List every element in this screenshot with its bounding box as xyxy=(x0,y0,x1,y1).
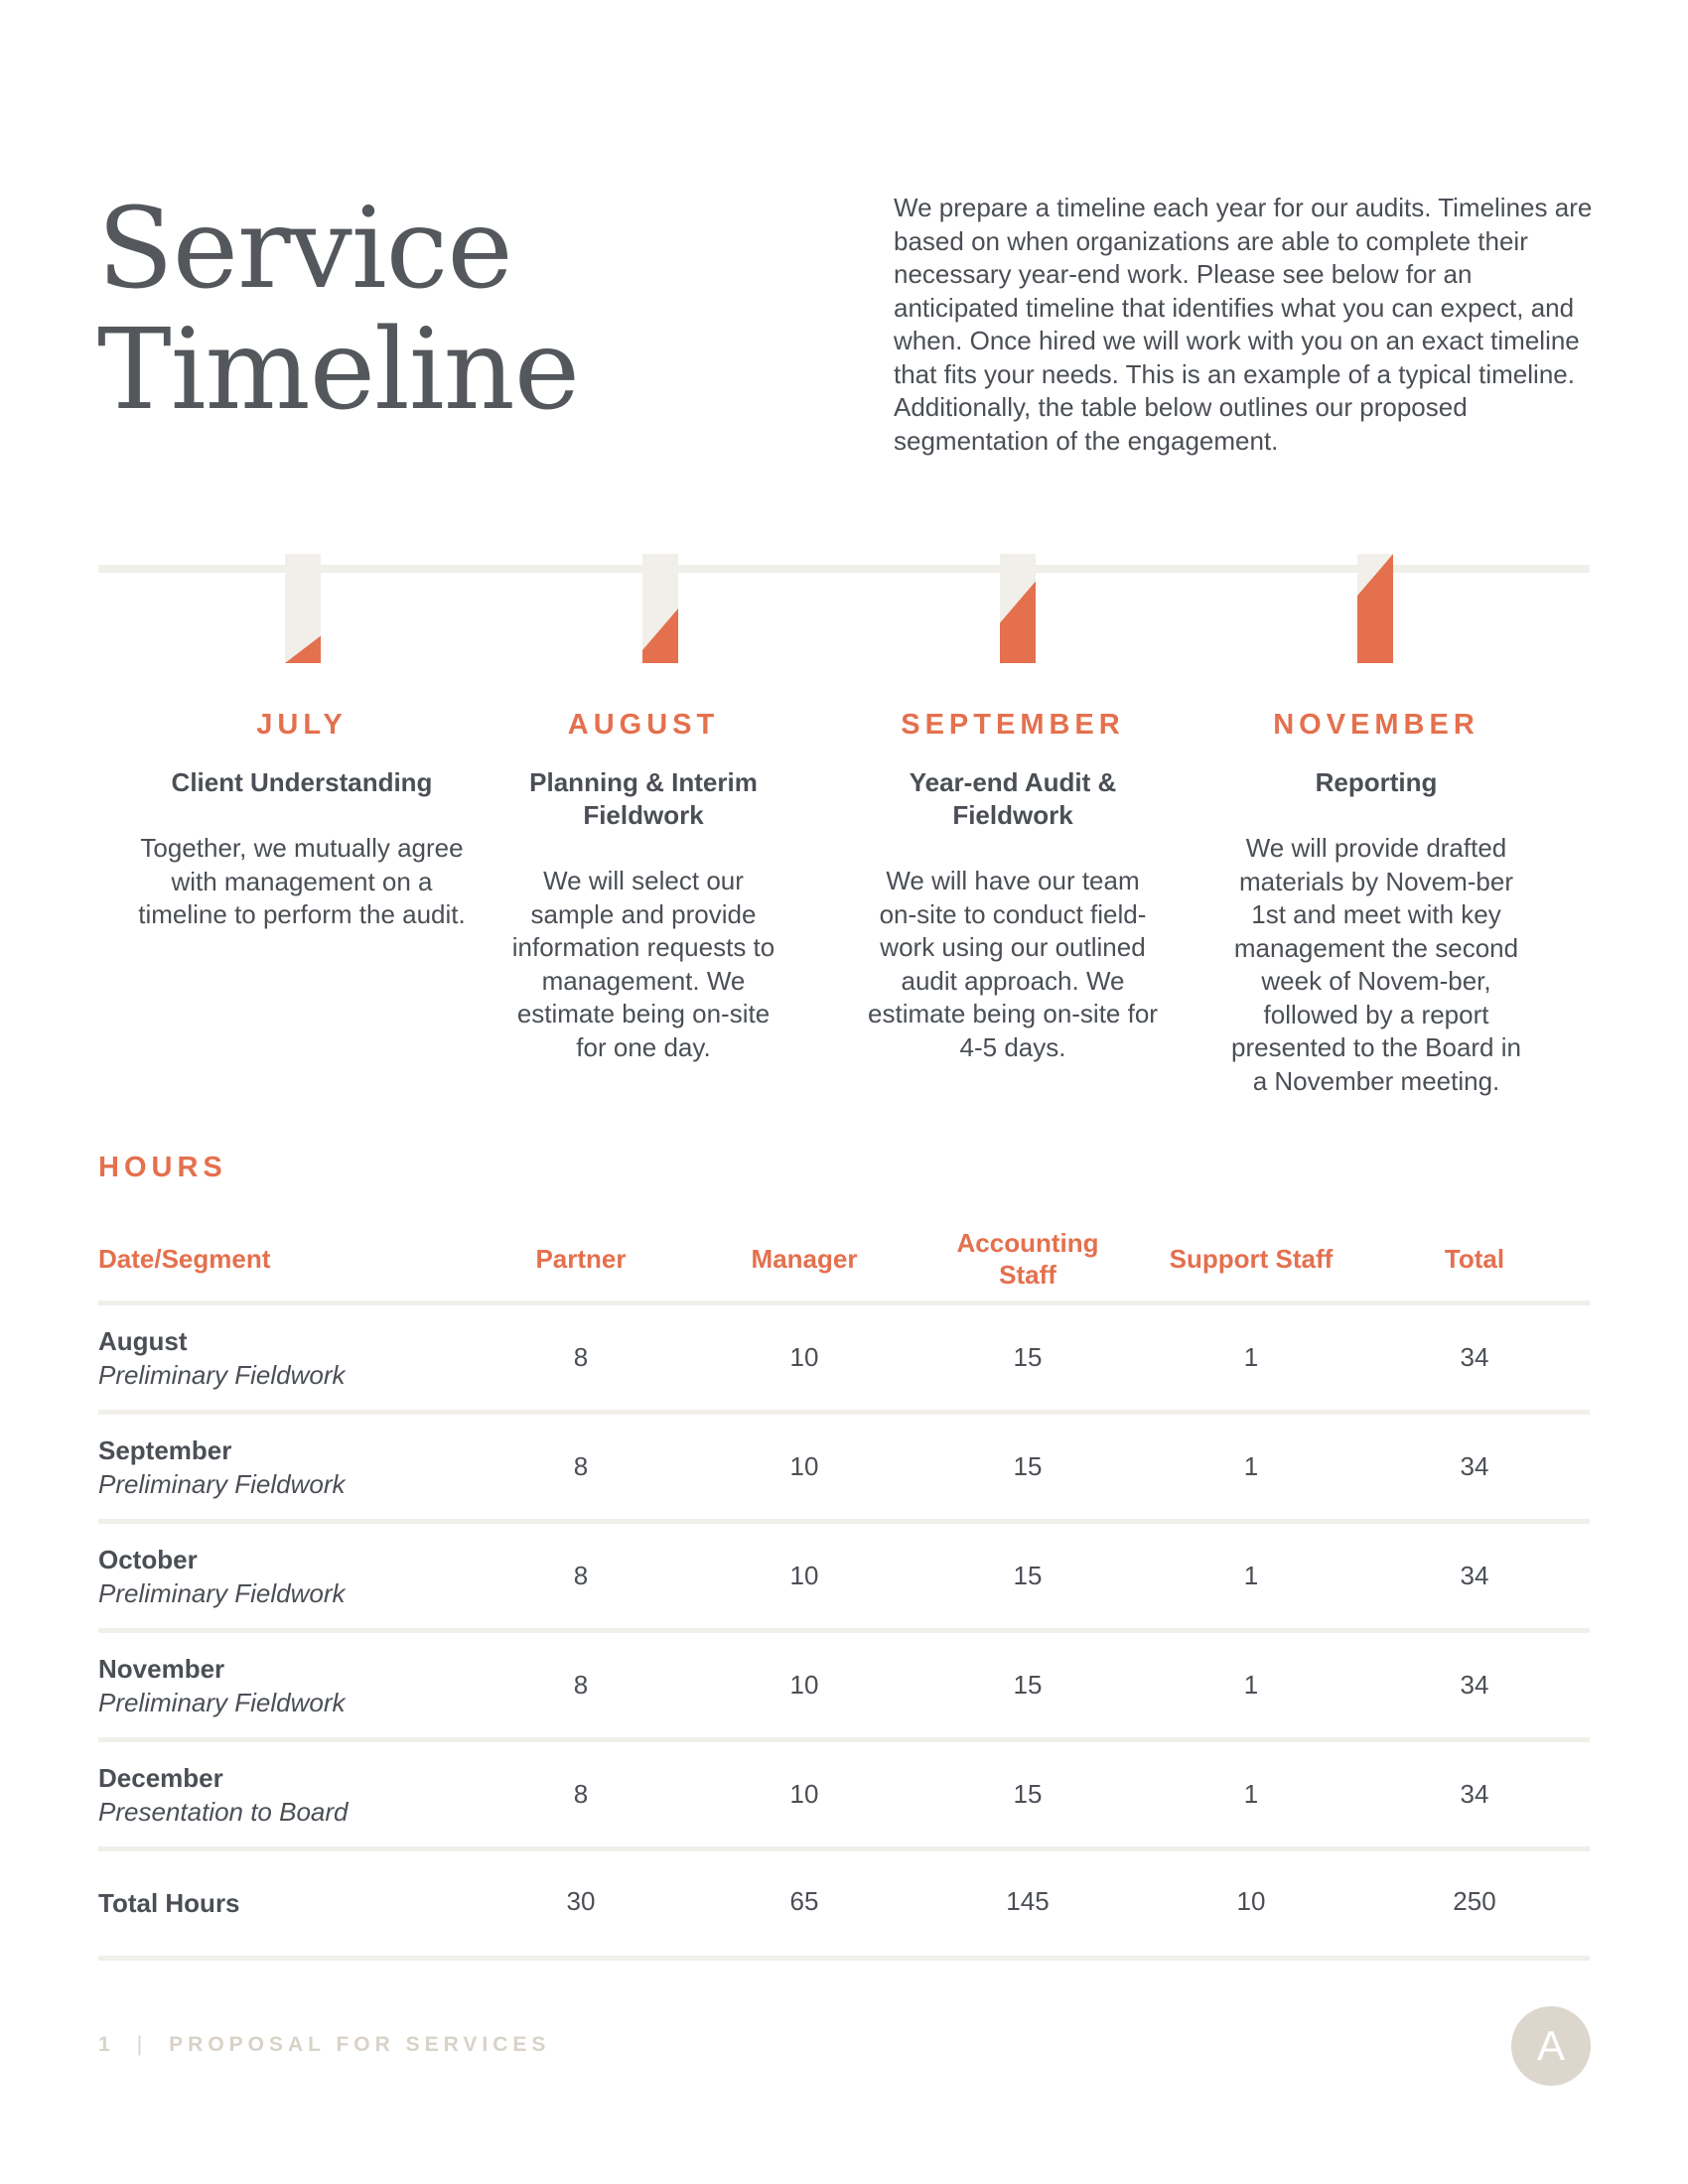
cell-accounting-staff: 15 xyxy=(1013,1779,1043,1809)
cell-total: 34 xyxy=(1460,1342,1489,1372)
phase-title: Client Understanding xyxy=(171,767,433,797)
totals-row xyxy=(0,1886,1688,1946)
cell-support-staff: 1 xyxy=(1243,1451,1259,1481)
total-support-staff: 10 xyxy=(1236,1886,1266,1916)
row-month: August xyxy=(98,1326,188,1356)
row-segment: Preliminary Fieldwork xyxy=(98,1578,346,1608)
cell-total: 34 xyxy=(1460,1561,1489,1590)
page-title-line-2: Timeline xyxy=(97,306,580,435)
cell-accounting-staff: 15 xyxy=(1013,1561,1043,1590)
cell-support-staff: 1 xyxy=(1243,1670,1259,1700)
table-row xyxy=(0,1433,1688,1533)
row-label xyxy=(98,1543,346,1610)
row-label xyxy=(98,1652,346,1719)
table-divider xyxy=(98,1956,1590,1961)
phase-september xyxy=(864,707,1162,1064)
footer-separator: | xyxy=(136,2033,148,2056)
cell-manager: 10 xyxy=(789,1670,819,1700)
total-partner: 30 xyxy=(566,1886,596,1916)
timeline-marker-august xyxy=(642,554,678,663)
cell-accounting-staff: 15 xyxy=(1013,1342,1043,1372)
table-row xyxy=(0,1652,1688,1751)
phase-description: Together, we mutually agree with management on a timeline to perform the audit. xyxy=(138,833,466,929)
col-header-manager: Manager xyxy=(751,1244,858,1274)
phase-july xyxy=(138,707,466,932)
cell-partner: 8 xyxy=(573,1670,589,1700)
page-number: 1 xyxy=(98,2033,115,2056)
col-header-partner: Partner xyxy=(535,1244,627,1274)
cell-manager: 10 xyxy=(789,1779,819,1809)
cell-total: 34 xyxy=(1460,1670,1489,1700)
timeline-marker-july xyxy=(285,554,321,663)
row-segment: Preliminary Fieldwork xyxy=(98,1469,346,1499)
row-label xyxy=(98,1433,346,1501)
row-month: December xyxy=(98,1763,223,1793)
hours-table-header xyxy=(0,1221,1688,1300)
cell-support-staff: 1 xyxy=(1243,1342,1259,1372)
col-header-segment: Date/Segment xyxy=(98,1244,271,1274)
table-divider xyxy=(98,1628,1590,1633)
row-month: November xyxy=(98,1654,225,1684)
cell-partner: 8 xyxy=(573,1342,589,1372)
phase-month: JULY xyxy=(256,709,348,741)
total-total: 250 xyxy=(1453,1886,1496,1916)
table-divider xyxy=(98,1737,1590,1742)
table-divider xyxy=(98,1846,1590,1851)
cell-total: 34 xyxy=(1460,1779,1489,1809)
row-segment: Preliminary Fieldwork xyxy=(98,1688,346,1717)
cell-accounting-staff: 15 xyxy=(1013,1451,1043,1481)
cell-partner: 8 xyxy=(573,1561,589,1590)
table-row xyxy=(0,1761,1688,1860)
cell-manager: 10 xyxy=(789,1561,819,1590)
timeline-marker-november xyxy=(1357,554,1393,663)
logo-letter: A xyxy=(1536,2022,1566,2069)
cell-total: 34 xyxy=(1460,1451,1489,1481)
cell-partner: 8 xyxy=(573,1451,589,1481)
row-label xyxy=(98,1324,346,1392)
phase-august xyxy=(499,707,787,1064)
logo-icon xyxy=(1511,2006,1591,2086)
cell-support-staff: 1 xyxy=(1243,1779,1259,1809)
intro-paragraph: We prepare a timeline each year for our audits. Timelines are based on when organizations are able to complete their necessary year-end work. Please see below for an anticipated timeline that identifies what you can expect, and when. Once hired we will work with you on an exact timeline that fits your needs. This is an example of a typical timeline. Additionally, the table below outlines our proposed segmentation of the engagement. xyxy=(894,193,1593,456)
page-title xyxy=(97,185,580,435)
table-divider xyxy=(98,1300,1590,1305)
total-manager: 65 xyxy=(789,1886,819,1916)
row-month: October xyxy=(98,1545,198,1574)
hours-heading: HOURS xyxy=(98,1152,227,1183)
cell-partner: 8 xyxy=(573,1779,589,1809)
phase-november xyxy=(1227,707,1525,1098)
table-divider xyxy=(98,1410,1590,1415)
phase-month: AUGUST xyxy=(567,709,720,741)
footer-text: PROPOSAL FOR SERVICES xyxy=(169,2033,551,2056)
phase-month: SEPTEMBER xyxy=(901,709,1125,741)
phase-title: Reporting xyxy=(1315,767,1438,797)
row-segment: Presentation to Board xyxy=(98,1797,349,1827)
timeline-marker-september xyxy=(1000,554,1036,663)
table-row xyxy=(0,1324,1688,1424)
phase-title: Year-end Audit & Fieldwork xyxy=(909,767,1117,830)
page-title-line-1: Service xyxy=(97,185,512,314)
totals-label: Total Hours xyxy=(98,1888,240,1918)
cell-support-staff: 1 xyxy=(1243,1561,1259,1590)
row-label xyxy=(98,1761,349,1829)
cell-manager: 10 xyxy=(789,1451,819,1481)
total-accounting-staff: 145 xyxy=(1006,1886,1050,1916)
col-header-support-staff: Support Staff xyxy=(1169,1244,1334,1274)
phase-description: We will select our sample and provide information requests to management. We estimate being on-site for one day. xyxy=(511,866,775,1062)
phase-description: We will provide drafted materials by Novem-ber 1st and meet with key management the second week of Novem-ber, followed by a report presented to the Board in a November meeting. xyxy=(1231,833,1521,1096)
phase-description: We will have our team on-site to conduct field-work using our outlined audit approach. We estimate being on-site for 4-5 days. xyxy=(868,866,1158,1062)
col-header-accounting-staff: Accounting Staff xyxy=(956,1228,1099,1290)
col-header-total: Total xyxy=(1444,1244,1505,1274)
row-segment: Preliminary Fieldwork xyxy=(98,1360,346,1390)
phase-month: NOVEMBER xyxy=(1273,709,1479,741)
table-row xyxy=(0,1543,1688,1642)
phase-title: Planning & Interim Fieldwork xyxy=(529,767,758,830)
row-month: September xyxy=(98,1435,232,1465)
table-divider xyxy=(98,1519,1590,1524)
footer xyxy=(98,2033,550,2057)
cell-manager: 10 xyxy=(789,1342,819,1372)
cell-accounting-staff: 15 xyxy=(1013,1670,1043,1700)
